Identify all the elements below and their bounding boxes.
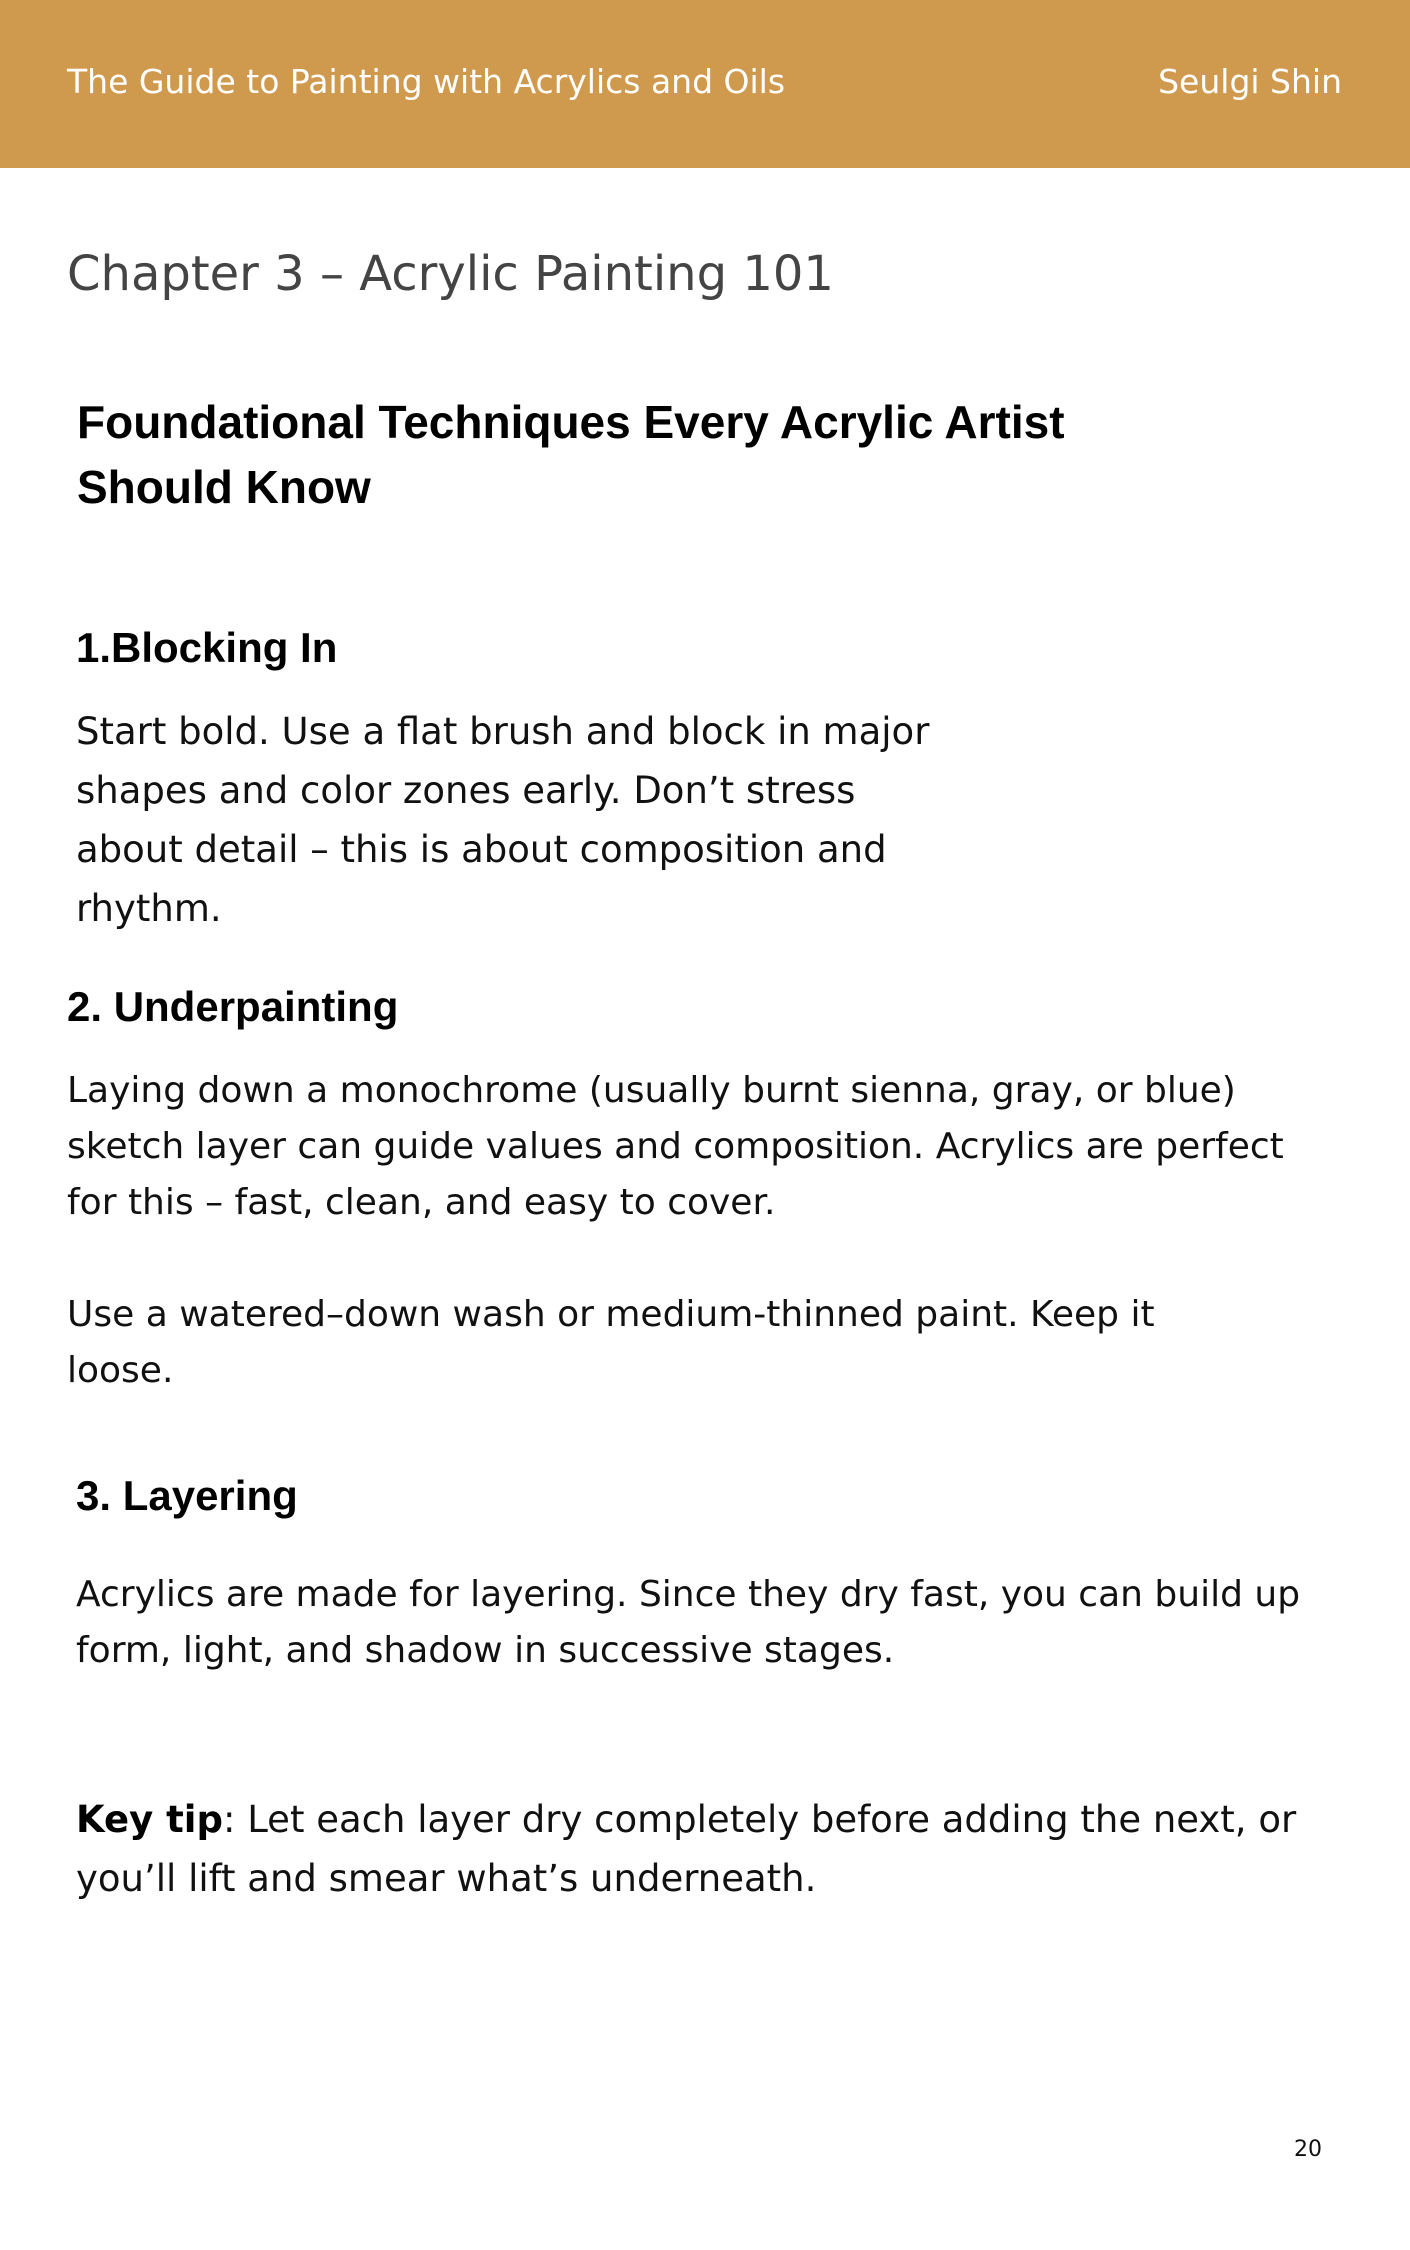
key-tip-paragraph	[76, 1790, 1336, 1908]
chapter-title: Chapter 3 – Acrylic Painting 101	[67, 246, 834, 302]
page-header	[0, 0, 1410, 168]
blocking-in-paragraph: Start bold. Use a flat brush and block in major shapes and color zones early. Don’t stress about detail – this is about composition and rhythm.	[76, 710, 930, 930]
underpainting-paragraph-2: Use a watered–down wash or medium-thinned paint. Keep it loose.	[67, 1294, 1155, 1391]
book-title: The Guide to Painting with Acrylics and Oils	[67, 62, 786, 101]
page-number: 20	[1294, 2137, 1322, 2162]
underpainting-paragraph-1: Laying down a monochrome (usually burnt sienna, gray, or blue) sketch layer can guide values and composition. Acrylics are perfect for this – fast, clean, and easy to cover.	[67, 1070, 1284, 1223]
layering-paragraph: Acrylics are made for layering. Since they dry fast, you can build up form, light, and shadow in successive stages.	[76, 1574, 1301, 1671]
key-tip-label: Key tip	[76, 1798, 223, 1841]
key-tip-text: : Let each layer dry completely before adding the next, or you’ll lift and smear what’s underneath.	[76, 1798, 1297, 1900]
technique-heading-layering: 3. Layering	[76, 1472, 298, 1519]
author-name: Seulgi Shin	[1158, 62, 1342, 101]
technique-heading-underpainting: 2. Underpainting	[67, 983, 399, 1030]
section-title: Foundational Techniques Every Acrylic Artist Should Know	[77, 396, 1065, 513]
technique-heading-blocking-in: 1.Blocking In	[76, 624, 338, 671]
